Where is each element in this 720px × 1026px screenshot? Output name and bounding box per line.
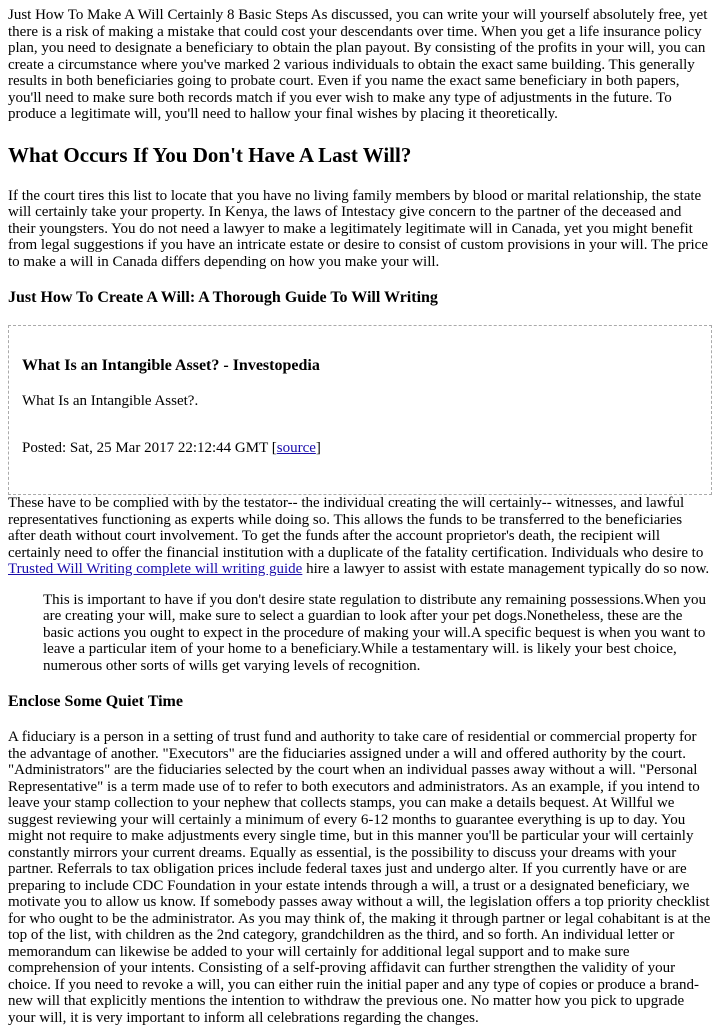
section-heading-last-will: What Occurs If You Don't Have A Last Will? <box>8 142 412 167</box>
section-heading-guide: Just How To Create A Will: A Thorough Guide To Will Writing <box>8 289 438 306</box>
embed-posted-suffix: ] <box>315 439 321 456</box>
paragraph-testator-tail: hire a lawyer to assist with estate management typically do so now. <box>302 561 710 577</box>
embed-title: What Is an Intangible Asset? - Investopedia <box>22 357 320 374</box>
paragraph-testator <box>8 495 712 578</box>
embed-posted-date: Posted: Sat, 25 Mar 2017 22:12:44 GMT [ <box>22 439 277 456</box>
embed-source-link[interactable]: source <box>276 439 316 456</box>
will-writing-guide-link[interactable]: Trusted Will Writing complete will writing guide <box>8 561 303 577</box>
embedded-article-card <box>8 325 712 495</box>
embed-posted-line <box>22 440 698 457</box>
paragraph-fiduciary: A fiduciary is a person in a setting of trust fund and authority to take care of residential or commercial property for the advantage of another. "Executors" are the fiduciaries assigned under a will and offered authority by the court. "Administrators" are the fiduciaries selected by the court when an individual passes away without a will. "Personal Representative" is a term made use of to refer to both executors and administrators. As an example, if you intend to leave your stamp collection to your nephew that collects stamps, you can make a details bequest. At Willful we suggest reviewing your will certainly a minimum of every 6-12 months to guarantee everything is up to day. You might not require to make adjustments every single time, but in this manner you'll be particular your will certainly constantly mirrors your current dreams. Equally as essential, is the possibility to discuss your dreams with your partner. Referrals to tax obligation prices include federal taxes just and undergo alter. If you currently have or are preparing to include CDC Foundation in your estate intends through a will, a trust or a designated beneficiary, we motivate you to allow us know. If somebody passes away without a will, the legislation offers a top priority checklist for who ought to be the administrator. As you may think of, the making it through partner or legal cohabitant is at the top of the list, with children as the 2nd category, grandchildren as the third, and so forth. An individual letter or memorandum can likewise be added to your will certainly for additional legal support and to make sure comprehension of your intents. Consisting of a self-proving affidavit can further strengthen the validity of your choice. If you need to revoke a will, you can either ruin the initial paper and any type of copies or produce a brand-new will that explicitly mentions the intention to withdraw the previous one. No matter how you pick to upgrade your will, it is very important to inform all celebrations regarding the changes. <box>8 729 711 1026</box>
paragraph-intestacy: If the court tires this list to locate that you have no living family members by blood or marital relationship, the state will certainly take your property. In Kenya, the laws of Intestacy give concern to the partner of the deceased and their youngsters. You do not need a lawyer to make a legitimately legitimate will in Canada, yet you might benefit from legal suggestions if you have an intricate estate or desire to consist of custom provisions in your will. The price to make a will in Canada differs depending on how you make your will. <box>8 187 708 270</box>
section-heading-quiet-time: Enclose Some Quiet Time <box>8 693 183 710</box>
blockquote-text: This is important to have if you don't desire state regulation to distribute any remaining possessions.When you are creating your will, make sure to select a guardian to look after your pet dogs.Nonetheless, these are the basic actions you ought to expect in the procedure of making your will.A specific bequest is when you want to leave a particular item of your home to a beneficiary.While a testamentary will. is likely your best choice, numerous other sorts of wills get varying levels of recognition. <box>43 591 707 674</box>
intro-paragraph: Just How To Make A Will Certainly 8 Basic Steps As discussed, you can write your will yourself absolutely free, yet there is a risk of making a mistake that could cost your descendants over time. When you get a life insurance policy plan, you need to designate a beneficiary to obtain the plan payout. By consisting of the profits in your will, you can create a circumstance where you've marked 2 various individuals to obtain the exact same building. This generally results in both beneficiaries going to probate court. Even if you name the exact same beneficiary in both papers, you'll need to make sure both records match if you ever wish to make any type of adjustments in the future. To produce a legitimate will, you'll need to hallow your final wishes by placing it theoretically. <box>8 7 708 122</box>
embed-description: What Is an Intangible Asset?. <box>22 393 199 409</box>
paragraph-testator-text: These have to be complied with by the testator-- the individual creating the will certainly-- witnesses, and lawful representatives functioning as experts while doing so. This allows the funds to be transferred to the beneficiaries after death without court involvement. To get the funds after the account proprietor's death, the recipient will certainly need to offer the financial institution with a duplicate of the fatality certification. Individuals who desire to <box>8 495 704 561</box>
blockquote <box>43 592 712 675</box>
